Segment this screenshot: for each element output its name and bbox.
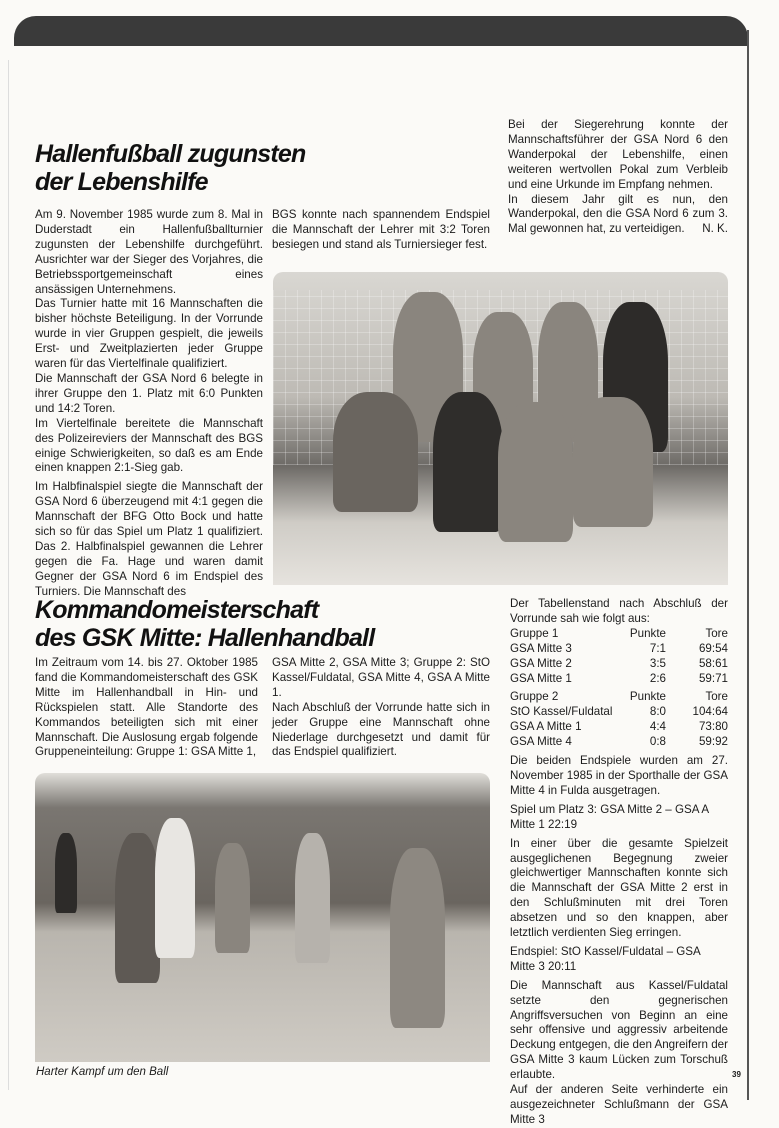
points: 0:8 xyxy=(649,735,666,749)
match-result: Spiel um Platz 3: GSA Mitte 2 – GSA A Mitte 1 22:19 xyxy=(510,802,709,831)
paragraph: Nach Abschluß der Vorrunde hatte sich in jeder Gruppe eine Mannschaft ohne Niederlage durchgesetzt und damit für das Endspiel qualifiziert. xyxy=(272,700,490,759)
table-header-row xyxy=(510,690,728,705)
paragraph: Im Zeitraum vom 14. bis 27. Oktober 1985 fand die Kommandomeisterschaft des GSK Mitte im Hallenhandball in Hin- und Rückspielen statt. Alle Standorte des Kommandos beteiligten sich mit einer Mannschaft. Die Auslosung ergab folgende Gruppeneinteilung: Gruppe 1: GSA Mitte 1, xyxy=(35,656,258,759)
paragraph xyxy=(508,193,728,238)
points: 8:0 xyxy=(649,705,666,719)
article1-column-1 xyxy=(35,208,263,600)
points: 7:1 xyxy=(649,641,666,655)
team-photo xyxy=(273,272,728,585)
standings-table-group-1 xyxy=(510,627,728,687)
title-line: des GSK Mitte: Hallenhandball xyxy=(35,624,375,652)
page-rule xyxy=(747,30,749,1100)
paragraph: Im Viertelfinale bereitete die Mannschaft des Polizeireviers der Mannschaft des BGS einige Schwierigkeiten, so daß es am Ende einen knappen 2:1-Sieg gab. xyxy=(35,416,263,475)
paragraph: Am 9. November 1985 wurde zum 8. Mal in Duderstadt ein Hallenfußballturnier zugunsten der Lebenshilfe durchgeführt. Ausrichter war der Sieger des Vorjahres, die Betriebssportgemeinschaft eines ansässigen Unternehmens. xyxy=(35,208,263,296)
paragraph: Der Tabellenstand nach Abschluß der Vorrunde sah wie folgt aus: xyxy=(510,597,728,625)
paragraph: Die Mannschaft aus Kassel/Fuldatal setzte den gegnerischen Angriffsversuchen von Beginn an eine sehr offensive und aggressiv arbeitende Deckung entgegen, die den Angreifern der GSA Mitte 3 kaum Lücken zum Torschuß erlaubte. xyxy=(510,978,728,1082)
paragraph: Die Mannschaft der GSA Nord 6 belegte in ihrer Gruppe den 1. Platz mit 6:0 Punkten und 14:2 Toren. xyxy=(35,371,263,415)
title-line: Kommandomeisterschaft xyxy=(35,596,319,624)
table-row xyxy=(510,657,728,672)
group-name: Gruppe 2 xyxy=(510,690,559,704)
points: 4:4 xyxy=(649,720,666,734)
team: GSA Mitte 4 xyxy=(510,735,572,749)
table-header-row xyxy=(510,627,728,642)
article1-column-2 xyxy=(272,208,490,253)
title-line: der Lebenshilfe xyxy=(35,168,208,196)
table-row xyxy=(510,642,728,657)
team: GSA Mitte 3 xyxy=(510,641,572,655)
team: GSA Mitte 2 xyxy=(510,656,572,670)
table-row xyxy=(510,735,728,750)
handball-photo xyxy=(35,773,490,1062)
goals: 59:92 xyxy=(698,735,728,749)
title-line: Hallenfußball zugunsten xyxy=(35,140,306,168)
header-points: Punkte xyxy=(629,626,666,640)
goals: 69:54 xyxy=(698,641,728,655)
paragraph: GSA Mitte 2, GSA Mitte 3; Gruppe 2: StO Kassel/Fuldatal, GSA Mitte 4, GSA A Mitte 1. xyxy=(272,656,490,699)
paragraph: Im Halbfinalspiel siegte die Mannschaft der GSA Nord 6 überzeugend mit 4:1 gegen die Mannschaft der BFG Otto Bock und hatte sich so für das Spiel um Platz 1 qualifiziert. Das 2. Halbfinalspiel gewannen die Lehrer gegen die Fa. Hage und waren damit Gegner der GSA Nord 6 im Endspiel des Turniers. Die Mannschaft des xyxy=(35,480,263,598)
paragraph-text: In diesem Jahr gilt es nun, den Wanderpokal, den die GSA Nord 6 zum 3. Mal gewonnen hat, zu verteidigen. xyxy=(508,192,728,236)
page-edge xyxy=(8,60,9,1090)
paragraph: Die beiden Endspiele wurden am 27. November 1985 in der Sporthalle der GSA Mitte 4 in Fulda ausgetragen. xyxy=(510,754,728,797)
group-name: Gruppe 1 xyxy=(510,626,559,640)
header-goals: Tore xyxy=(705,626,728,640)
points: 2:6 xyxy=(649,671,666,685)
match-result: Endspiel: StO Kassel/Fuldatal – GSA Mitte 3 20:11 xyxy=(510,944,701,973)
article2-column-1 xyxy=(35,656,258,760)
goals: 73:80 xyxy=(698,720,728,734)
paragraph: Auf der anderen Seite verhinderte ein ausgezeichneter Schlußmann der GSA Mitte 3 xyxy=(510,1083,728,1126)
standings-table-group-2 xyxy=(510,690,728,750)
goals: 58:61 xyxy=(698,656,728,670)
article1-title xyxy=(35,140,306,196)
header-band xyxy=(14,16,748,46)
paragraph: Das Turnier hatte mit 16 Mannschaften die bisher höchste Beteiligung. In der Vorrunde wurde in vier Gruppen gespielt, die jeweils Erst- und Zweitplazierten jeder Gruppe waren für das Viertelfinale qualifiziert. xyxy=(35,297,263,371)
goals: 104:64 xyxy=(692,705,728,719)
table-row xyxy=(510,705,728,720)
photo-caption: Harter Kampf um den Ball xyxy=(36,1066,169,1078)
team: GSA Mitte 1 xyxy=(510,671,572,685)
points: 3:5 xyxy=(649,656,666,670)
article2-title xyxy=(35,596,374,652)
table-row xyxy=(510,720,728,735)
table-row xyxy=(510,672,728,687)
article2-column-2 xyxy=(272,656,490,760)
paragraph: Bei der Siegerehrung konnte der Mannschaftsführer der GSA Nord 6 den Wanderpokal der Lebenshilfe, einen weiteren wertvollen Pokal zum Verbleib und eine Urkunde im Empfang nehmen. xyxy=(508,118,728,191)
header-points: Punkte xyxy=(629,690,666,704)
author-initials: N. K. xyxy=(702,222,728,236)
article1-column-3 xyxy=(508,118,728,237)
goals: 59:71 xyxy=(698,671,728,685)
paragraph: BGS konnte nach spannendem Endspiel die Mannschaft der Lehrer mit 3:2 Toren besiegen und stand als Turniersieger fest. xyxy=(272,208,490,251)
article2-column-3 xyxy=(510,597,728,1128)
header-goals: Tore xyxy=(705,690,728,704)
paragraph: In einer über die gesamte Spielzeit ausgeglichenen Begegnung zweier gleichwertiger Mannschaften konnte sich die Mannschaft der GSA Mitte 2 erst in den Schlußminuten mit drei Toren absetzen und so den knappen, aber letztlich verdienten Sieg erringen. xyxy=(510,836,728,940)
team: GSA A Mitte 1 xyxy=(510,720,582,734)
team: StO Kassel/Fuldatal xyxy=(510,705,613,719)
page-number: 39 xyxy=(732,1070,741,1079)
